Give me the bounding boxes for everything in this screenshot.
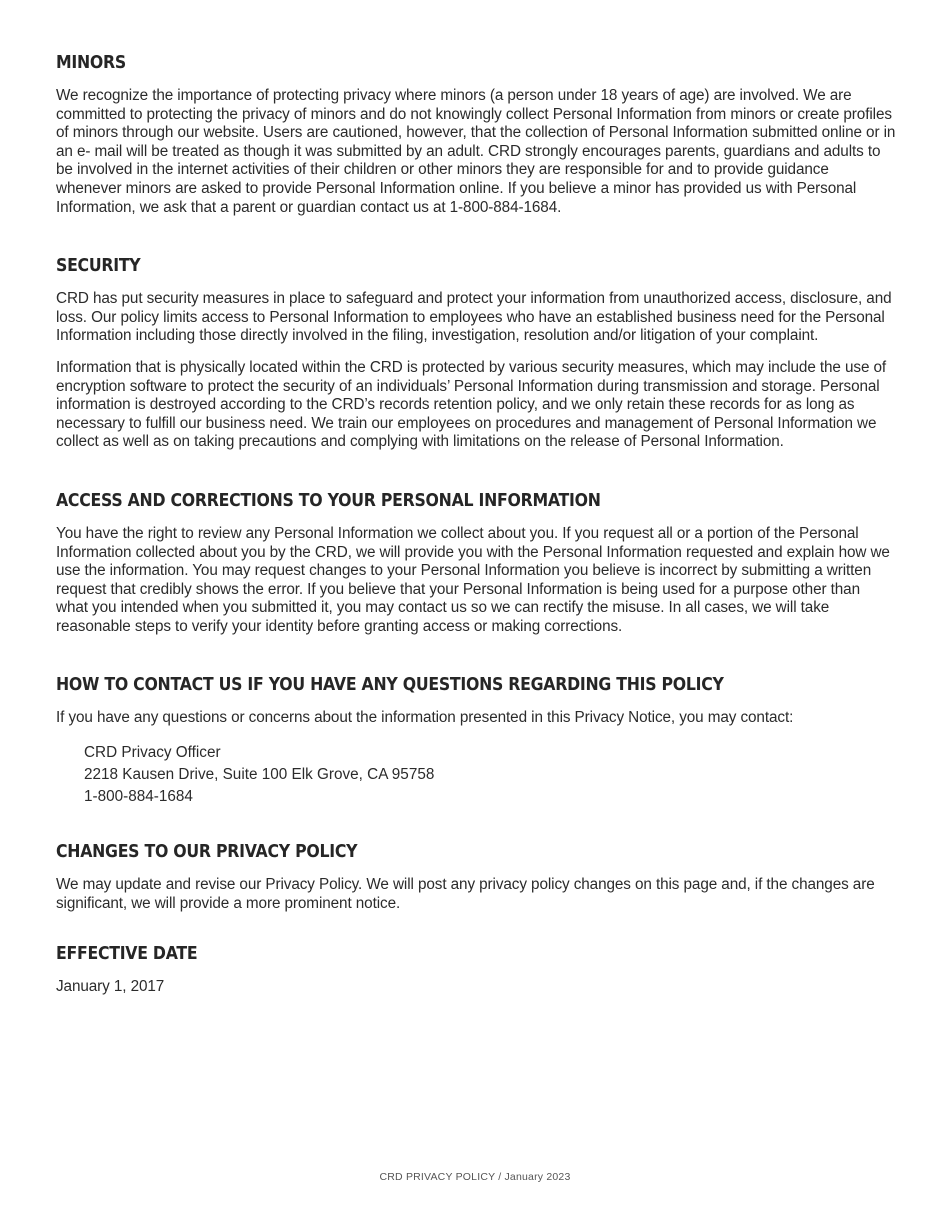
effective-section <box>56 943 896 997</box>
access-paragraph: You have the right to review any Personal Information we collect about you. If you request all or a portion of the Personal Information collected about you by the CRD, we will provide you with the Personal Information requested and explain how we use the information. You may request changes to your Personal Information you believe is incorrect by submitting a written request that credibly shows the error. If you believe that your Personal Information is being used for a purpose other than what you intended when you submitted it, you may contact us so we can rectify the misuse. In all cases, we will take reasonable steps to verify your identity before granting access or making corrections. <box>56 524 890 635</box>
page-footer: CRD PRIVACY POLICY / January 2023 <box>379 1171 571 1183</box>
access-section <box>56 490 896 637</box>
security-section <box>56 255 896 452</box>
security-paragraph-1: CRD has put security measures in place to safeguard and protect your information from unauthorized access, disclosure, and loss. Our policy limits access to Personal Information to employees who have an established business need for the Personal Information including those directly involved in the filing, investigation, resolution and/or litigation of your complaint. <box>56 290 892 345</box>
effective-heading: EFFECTIVE DATE <box>56 944 198 965</box>
changes-heading: CHANGES TO OUR PRIVACY POLICY <box>56 842 358 863</box>
effective-date: January 1, 2017 <box>56 978 165 996</box>
changes-paragraph: We may update and revise our Privacy Policy. We will post any privacy policy changes on this page and, if the changes are significant, we will provide a more prominent notice. <box>56 876 875 912</box>
minors-section <box>56 52 896 217</box>
contact-phone: 1-800-884-1684 <box>84 788 193 806</box>
security-paragraph-2: Information that is physically located within the CRD is protected by various security measures, which may include the use of encryption software to protect the security of an individuals’ Personal Information during transmission and storage. Personal information is destroyed according to the CRD’s records retention policy, and we only retain these records for as long as necessary to fulfill our business need. We train our employees on procedures and management of Personal Information we collect as well as on taking precautions and complying with limitations on the release of Personal Information. <box>56 358 887 451</box>
contact-section <box>56 674 896 808</box>
contact-heading: HOW TO CONTACT US IF YOU HAVE ANY QUESTIONS REGARDING THIS POLICY <box>56 675 724 696</box>
access-heading: ACCESS AND CORRECTIONS TO YOUR PERSONAL INFORMATION <box>56 490 601 511</box>
minors-heading: MINORS <box>56 53 126 73</box>
document-page <box>56 52 896 997</box>
changes-section <box>56 841 896 913</box>
contact-name: CRD Privacy Officer <box>84 744 221 762</box>
contact-street: 2218 Kausen Drive, Suite 100 Elk Grove, CA 95758 <box>84 766 435 784</box>
contact-intro: If you have any questions or concerns about the information presented in this Privacy Notice, you may contact: <box>56 709 794 727</box>
minors-paragraph: We recognize the importance of protecting privacy where minors (a person under 18 years of age) are involved. We are committed to protecting the privacy of minors and do not knowingly collect Personal Information from minors or create profiles of minors through our website. Users are cautioned, however, that the collection of Personal Information submitted online or in an e- mail will be treated as though it was submitted by an adult. CRD strongly encourages parents, guardians and adults to be involved in the internet activities of their children or other minors they are responsible for and to provide guidance whenever minors are asked to provide Personal Information online. If you believe a minor has provided us with Personal Information, we ask that a parent or guardian contact us at 1-800-884-1684. <box>56 87 896 216</box>
security-heading: SECURITY <box>56 256 141 277</box>
contact-address <box>84 742 896 808</box>
